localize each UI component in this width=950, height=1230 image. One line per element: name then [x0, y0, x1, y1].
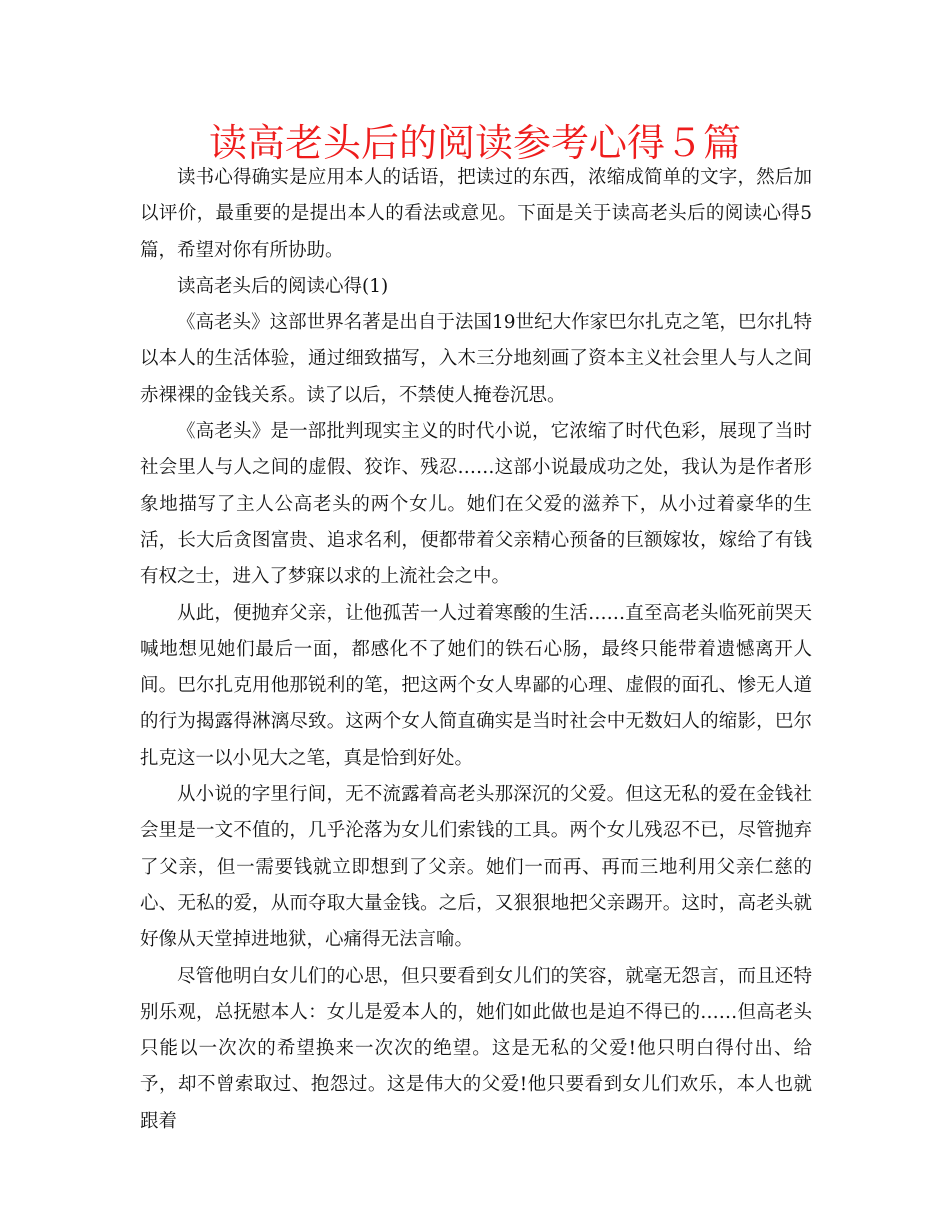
paragraph: 从此，便抛弃父亲，让他孤苦一人过着寒酸的生活……直至高老头临死前哭天喊地想见她们最后一面，都感化不了她们的铁石心肠，最终只能带着遗憾离开人间。巴尔扎克用他那锐利的笔，把这两个女人卑鄙的心理、虚假的面孔、惨无人道的行为揭露得淋漓尽致。这两个女人简直确实是当时社会中无数妇人的缩影，巴尔扎克这一以小见大之笔，真是恰到好处。: [140, 602, 812, 769]
document-title: 读高老头后的阅读参考心得５篇: [208, 121, 741, 165]
document-body: [140, 160, 812, 1140]
paragraph: 《高老头》是一部批判现实主义的时代小说，它浓缩了时代色彩，展现了当时社会里人与人之间的虚假、狡诈、残忍……这部小说最成功之处，我认为是作者形象地描写了主人公高老头的两个女儿。她们在父爱的滋养下，从小过着豪华的生活，长大后贪图富贵、追求名利，便都带着父亲精心预备的巨额嫁妆，嫁给了有钱有权之士，进入了梦寐以求的上流社会之中。: [140, 421, 812, 588]
paragraph: 从小说的字里行间，无不流露着高老头那深沉的父爱。但这无私的爱在金钱社会里是一文不值的，几乎沦落为女儿们索钱的工具。两个女儿残忍不已，尽管抛弃了父亲，但一需要钱就立即想到了父亲。她们一而再、再而三地利用父亲仁慈的心、无私的爱，从而夺取大量金钱。之后，又狠狠地把父亲踢开。这时，高老头就好像从天堂掉进地狱，心痛得无法言喻。: [140, 784, 812, 951]
paragraph-intro: 读书心得确实是应用本人的话语，把读过的东西，浓缩成简单的文字，然后加以评价，最重要的是提出本人的看法或意见。下面是关于读高老头后的阅读心得5篇，希望对你有所协助。: [140, 167, 812, 261]
paragraph: 尽管他明白女儿们的心思，但只要看到女儿们的笑容，就毫无怨言，而且还特别乐观，总抚慰本人：女儿是爱本人的，她们如此做也是迫不得已的……但高老头只能以一次次的希望换来一次次的绝望。这是无私的父爱!他只明白得付出、给予，却不曾索取过、抱怨过。这是伟大的父爱!他只要看到女儿们欢乐，本人也就跟着: [140, 965, 812, 1132]
section-heading: 读高老头后的阅读心得(1): [177, 275, 389, 297]
paragraph: 《高老头》这部世界名著是出自于法国19世纪大作家巴尔扎克之笔，巴尔扎特以本人的生活体验，通过细致描写，入木三分地刻画了资本主义社会里人与人之间赤裸裸的金钱关系。读了以后，不禁使人掩卷沉思。: [140, 312, 812, 406]
